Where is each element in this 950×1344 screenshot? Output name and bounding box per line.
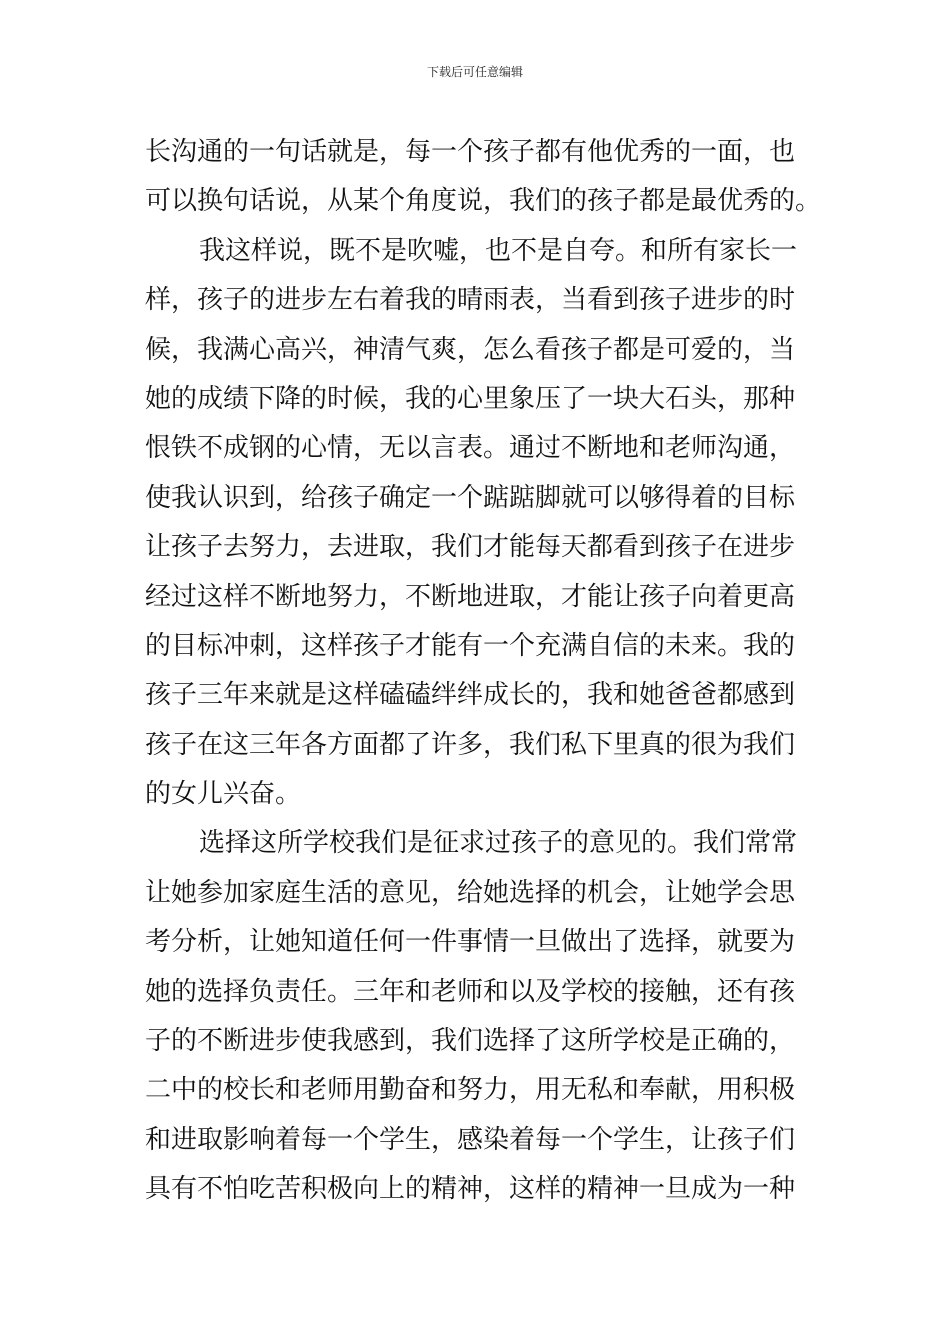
text-line: 恨铁不成钢的心情，无以言表。通过不断地和老师沟通， bbox=[145, 433, 796, 464]
text-line: 的女儿兴奋。 bbox=[145, 779, 302, 810]
text-line: 的目标冲刺，这样孩子才能有一个充满自信的未来。我的 bbox=[145, 630, 796, 661]
text-line: 二中的校长和老师用勤奋和努力，用无私和奉献，用积极 bbox=[145, 1075, 796, 1106]
text-line: 孩子三年来就是这样磕磕绊绊成长的，我和她爸爸都感到 bbox=[145, 680, 796, 711]
text-line: 让她参加家庭生活的意见，给她选择的机会，让她学会思 bbox=[145, 877, 796, 908]
text-line: 孩子在这三年各方面都了许多，我们私下里真的很为我们 bbox=[145, 729, 796, 760]
text-line: 候，我满心高兴，神清气爽，怎么看孩子都是可爱的，当 bbox=[145, 334, 796, 365]
text-line: 具有不怕吃苦积极向上的精神，这样的精神一旦成为一种 bbox=[145, 1174, 796, 1205]
text-line: 可以换句话说，从某个角度说，我们的孩子都是最优秀的。 bbox=[145, 186, 822, 217]
text-line: 考分析，让她知道任何一件事情一旦做出了选择，就要为 bbox=[145, 927, 796, 958]
text-line: 和进取影响着每一个学生，感染着每一个学生，让孩子们 bbox=[145, 1124, 796, 1155]
text-line: 让孩子去努力，去进取，我们才能每天都看到孩子在进步 bbox=[145, 532, 796, 563]
text-line: 子的不断进步使我感到，我们选择了这所学校是正确的， bbox=[145, 1026, 796, 1057]
text-line: 使我认识到，给孩子确定一个踮踮脚就可以够得着的目标 bbox=[145, 482, 796, 513]
page-header: 下载后可任意编辑 bbox=[426, 65, 523, 79]
text-line: 样，孩子的进步左右着我的晴雨表，当看到孩子进步的时 bbox=[145, 285, 796, 316]
text-line: 我这样说，既不是吹嘘，也不是自夸。和所有家长一 bbox=[199, 235, 798, 266]
text-line: 她的成绩下降的时候，我的心里象压了一块大石头，那种 bbox=[145, 383, 796, 414]
text-line: 长沟通的一句话就是，每一个孩子都有他优秀的一面，也 bbox=[145, 137, 796, 167]
body-text bbox=[145, 128, 825, 1215]
text-line: 经过这样不断地努力，不断地进取，才能让孩子向着更高 bbox=[145, 581, 796, 612]
text-line: 选择这所学校我们是征求过孩子的意见的。我们常常 bbox=[199, 828, 798, 859]
text-line: 她的选择负责任。三年和老师和以及学校的接触，还有孩 bbox=[145, 976, 796, 1007]
